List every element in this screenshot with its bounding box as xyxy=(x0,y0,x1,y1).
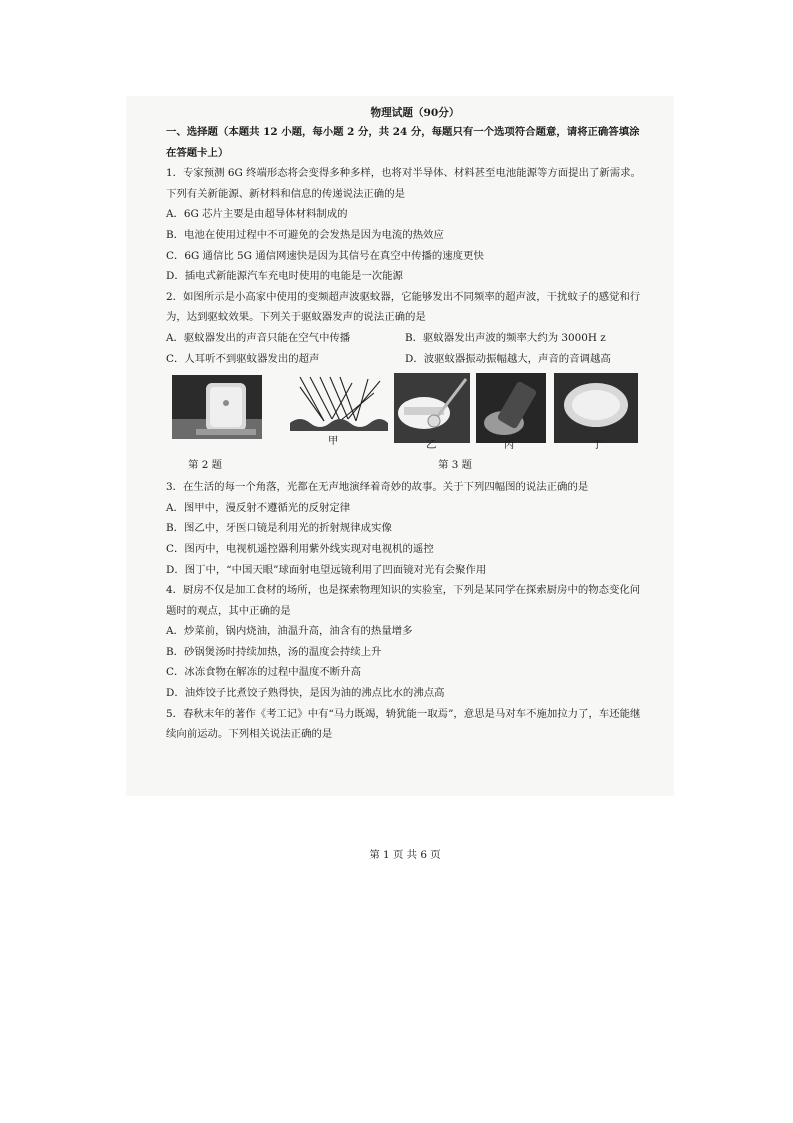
q2-options-row1 xyxy=(166,328,644,349)
figure-captions xyxy=(166,455,644,477)
q4-option-d: D．油炸饺子比煮饺子熟得快，是因为油的沸点比水的沸点高 xyxy=(166,687,445,700)
q1-stem: 1．专家预测 6G 终端形态将会变得多种多样，也将对半导体、材料甚至电池能源等方面提出了新需求。下列有关新能源、新材料和信息的传递说法正确的是 xyxy=(166,167,641,200)
q2-option-c: C．人耳听不到驱蚊器发出的超声 xyxy=(166,352,320,365)
diffuse-reflection-diagram xyxy=(290,373,388,443)
section-heading: 一、选择题（本题共 12 小题，每小题 2 分，共 24 分，每题只有一个选项符合题意，请将正确答填涂在答题卡上） xyxy=(166,126,640,159)
caption-q3: 第 3 题 xyxy=(438,459,472,472)
q5-stem: 5．春秋末年的著作《考工记》中有“马力既竭，辀犹能一取焉”，意思是马对车不施加拉力了，车还能继续向前运动。下列相关说法正确的是 xyxy=(166,707,641,741)
caption-q2: 第 2 题 xyxy=(188,459,222,472)
figure-label-jia: 甲 xyxy=(328,435,339,448)
q1-option-c: C．6G 通信比 5G 通信网速快是因为其信号在真空中传播的速度更快 xyxy=(166,249,484,262)
q1-option-a: A．6G 芯片主要是由超导体材料制成的 xyxy=(166,208,348,221)
q4-option-c: C．冰冻食物在解冻的过程中温度不断升高 xyxy=(166,666,361,679)
dental-mirror-photo xyxy=(394,373,470,443)
tv-remote-photo xyxy=(476,373,546,443)
q2-options-row2 xyxy=(166,349,644,370)
figure-label-yi: 乙 xyxy=(426,439,437,452)
q3-option-a: A．图甲中，漫反射不遵循光的反射定律 xyxy=(166,501,351,514)
q2-option-b: B．驱蚊器发出声波的频率大约为 3000H z xyxy=(405,331,606,344)
q1-option-d: D．插电式新能源汽车充电时使用的电能是一次能源 xyxy=(166,270,403,283)
q3-stem: 3．在生活的每一个角落，光都在无声地演绎着奇妙的故事。关于下列四幅图的说法正确的是 xyxy=(166,481,589,494)
repeller-photo xyxy=(172,375,262,439)
page-footer: 第 1 页 共 6 页 xyxy=(369,849,441,861)
q3-option-d: D．图丁中，“中国天眼”球面射电望远镜利用了凹面镜对光有会聚作用 xyxy=(166,563,487,576)
figure-label-ding: 丁 xyxy=(592,439,603,452)
q2-stem: 2．如图所示是小高家中使用的变频超声波驱蚊器，它能够发出不同频率的超声波，干扰蚊子的感觉和行为，达到驱蚊效果。下列关于驱蚊器发声的说法正确的是 xyxy=(166,290,641,324)
q4-option-a: A．炒菜前，锅内烧油，油温升高，油含有的热量增多 xyxy=(166,625,413,638)
figure-strip xyxy=(166,371,644,455)
page-title: 物理试题（90分） xyxy=(370,107,460,119)
q3-option-b: B．图乙中，牙医口镜是利用光的折射规律成实像 xyxy=(166,522,392,535)
figure-label-bing: 丙 xyxy=(504,439,515,452)
q3-option-c: C．图丙中，电视机遥控器利用紫外线实现对电视机的遥控 xyxy=(166,542,434,555)
q2-option-a: A．驱蚊器发出的声音只能在空气中传播 xyxy=(166,331,351,344)
q4-stem: 4．厨房不仅是加工食材的场所，也是探索物理知识的实验室，下列是某同学在探索厨房中的物态变化问题时的观点，其中正确的是 xyxy=(166,584,641,617)
q4-option-b: B．砂锅煲汤时持续加热，汤的温度会持续上升 xyxy=(166,645,382,658)
q1-option-b: B．电池在使用过程中不可避免的会发热是因为电流的热效应 xyxy=(166,228,444,241)
fast-telescope-photo xyxy=(554,373,638,443)
q2-option-d: D．波驱蚊器振动振幅越大，声音的音调越高 xyxy=(405,352,611,365)
exam-content xyxy=(166,104,644,861)
